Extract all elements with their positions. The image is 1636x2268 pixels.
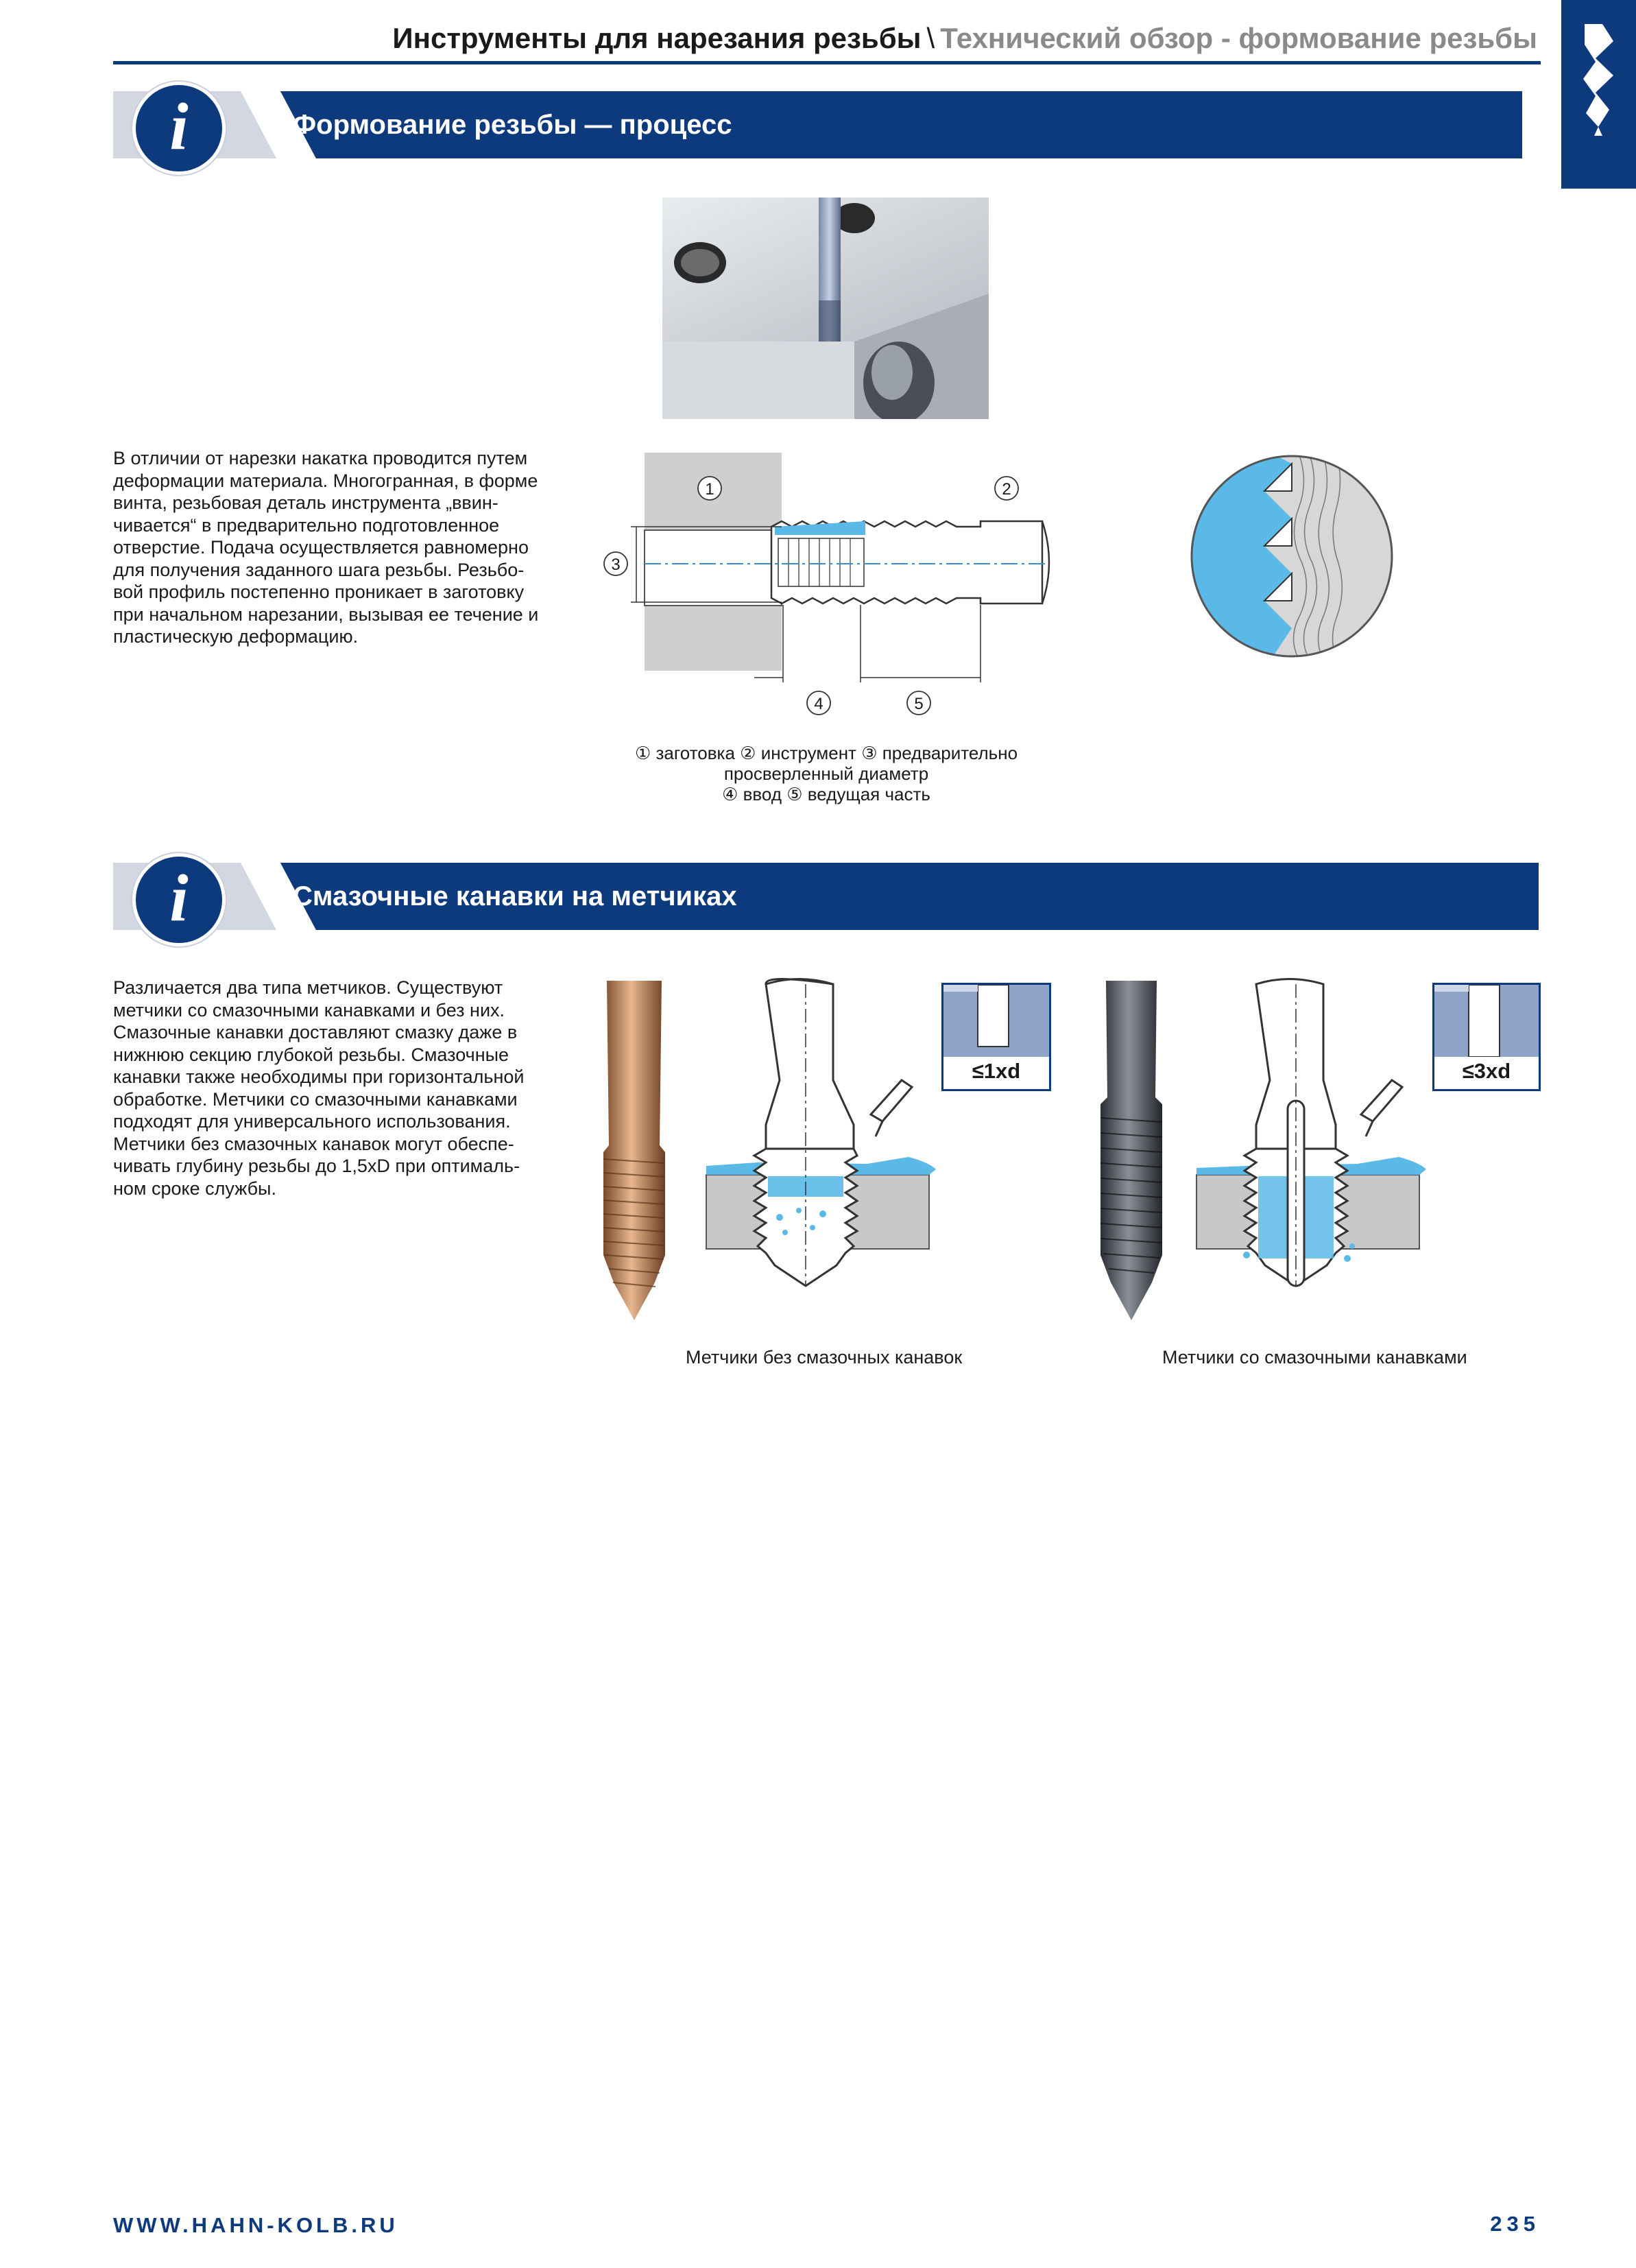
tap-diagram-without-grooves [703, 977, 936, 1320]
tap-photo-without-grooves [597, 981, 672, 1324]
tap-photo-with-grooves [1094, 981, 1169, 1324]
thread-forming-photo [662, 198, 989, 419]
footer-url[interactable]: WWW.HAHN-KOLB.RU [113, 2213, 398, 2237]
chapter-tab[interactable] [1561, 0, 1636, 189]
page-header-title [392, 18, 1537, 59]
header-title-sub: Технический обзор - формование резьбы [940, 22, 1537, 54]
material-flow-detail [1189, 453, 1395, 659]
drill-icon [1561, 0, 1636, 189]
depth-indicator-1xd [941, 983, 1051, 1091]
depth-label-3xd: ≤3xd [1462, 1059, 1511, 1083]
depth-label-1xd: ≤1xd [972, 1059, 1021, 1083]
section-title: Формование резьбы — процесс [293, 110, 732, 140]
header-rule [113, 61, 1541, 64]
caption-without-grooves: Метчики без смазочных канавок [686, 1347, 963, 1368]
section1-body: В отличии от нарезки накатка проводится путем деформации материала. Многогранная, в форме винта, резьбовая деталь инструмента „ввин- чивается“ в предварительно подготовленное отверстие. Подача осуществляется равномерно для получения заданного шага резьбы. Резьбо- вой профиль постепенно проникает в заготовку при начальном нарезании, вызывая ее течение и пластическую деформацию. [113, 448, 539, 647]
header-title-main: Инструменты для нарезания резьбы [392, 22, 922, 54]
info-icon: i [132, 853, 226, 946]
section2-body: Различается два типа метчиков. Существуют метчики со смазочными канавками и без них. Смазочные канавки доставляют смазку даже в нижнюю секцию глубокой резьбы. Смазочные канавки также необходимы при горизонтальной обработке. Метчики со смазочными канавками подходят для универсального использования. Метчики без смазочных канавок могут обеспе- чивать глубину резьбы до 1,5xD при оптималь- ном сроке службы. [113, 977, 525, 1199]
caption-with-grooves: Метчики со смазочными канавками [1162, 1347, 1467, 1368]
workpiece-bottom [645, 606, 782, 671]
section-banner-lubrication-grooves [113, 861, 1539, 935]
tool-body [771, 521, 1049, 604]
marker-4: 4 [814, 695, 823, 713]
marker-5: 5 [914, 695, 924, 713]
diagram-legend: ① заготовка ② инструмент ③ предварительно просверленный диаметр ④ ввод ⑤ ведущая часть [634, 743, 1018, 804]
info-icon: i [132, 82, 226, 175]
section-banner-thread-forming [113, 90, 1522, 164]
marker-3: 3 [611, 556, 621, 574]
thread-forming-diagram [590, 446, 1063, 734]
marker-2: 2 [1002, 480, 1011, 499]
section-title: Смазочные канавки на метчиках [293, 881, 737, 911]
tap-diagram-with-grooves [1193, 977, 1426, 1320]
header-separator: \ [926, 22, 935, 54]
depth-indicator-3xd [1432, 983, 1541, 1091]
marker-1: 1 [705, 480, 714, 499]
page-number: 235 [1490, 2212, 1540, 2236]
